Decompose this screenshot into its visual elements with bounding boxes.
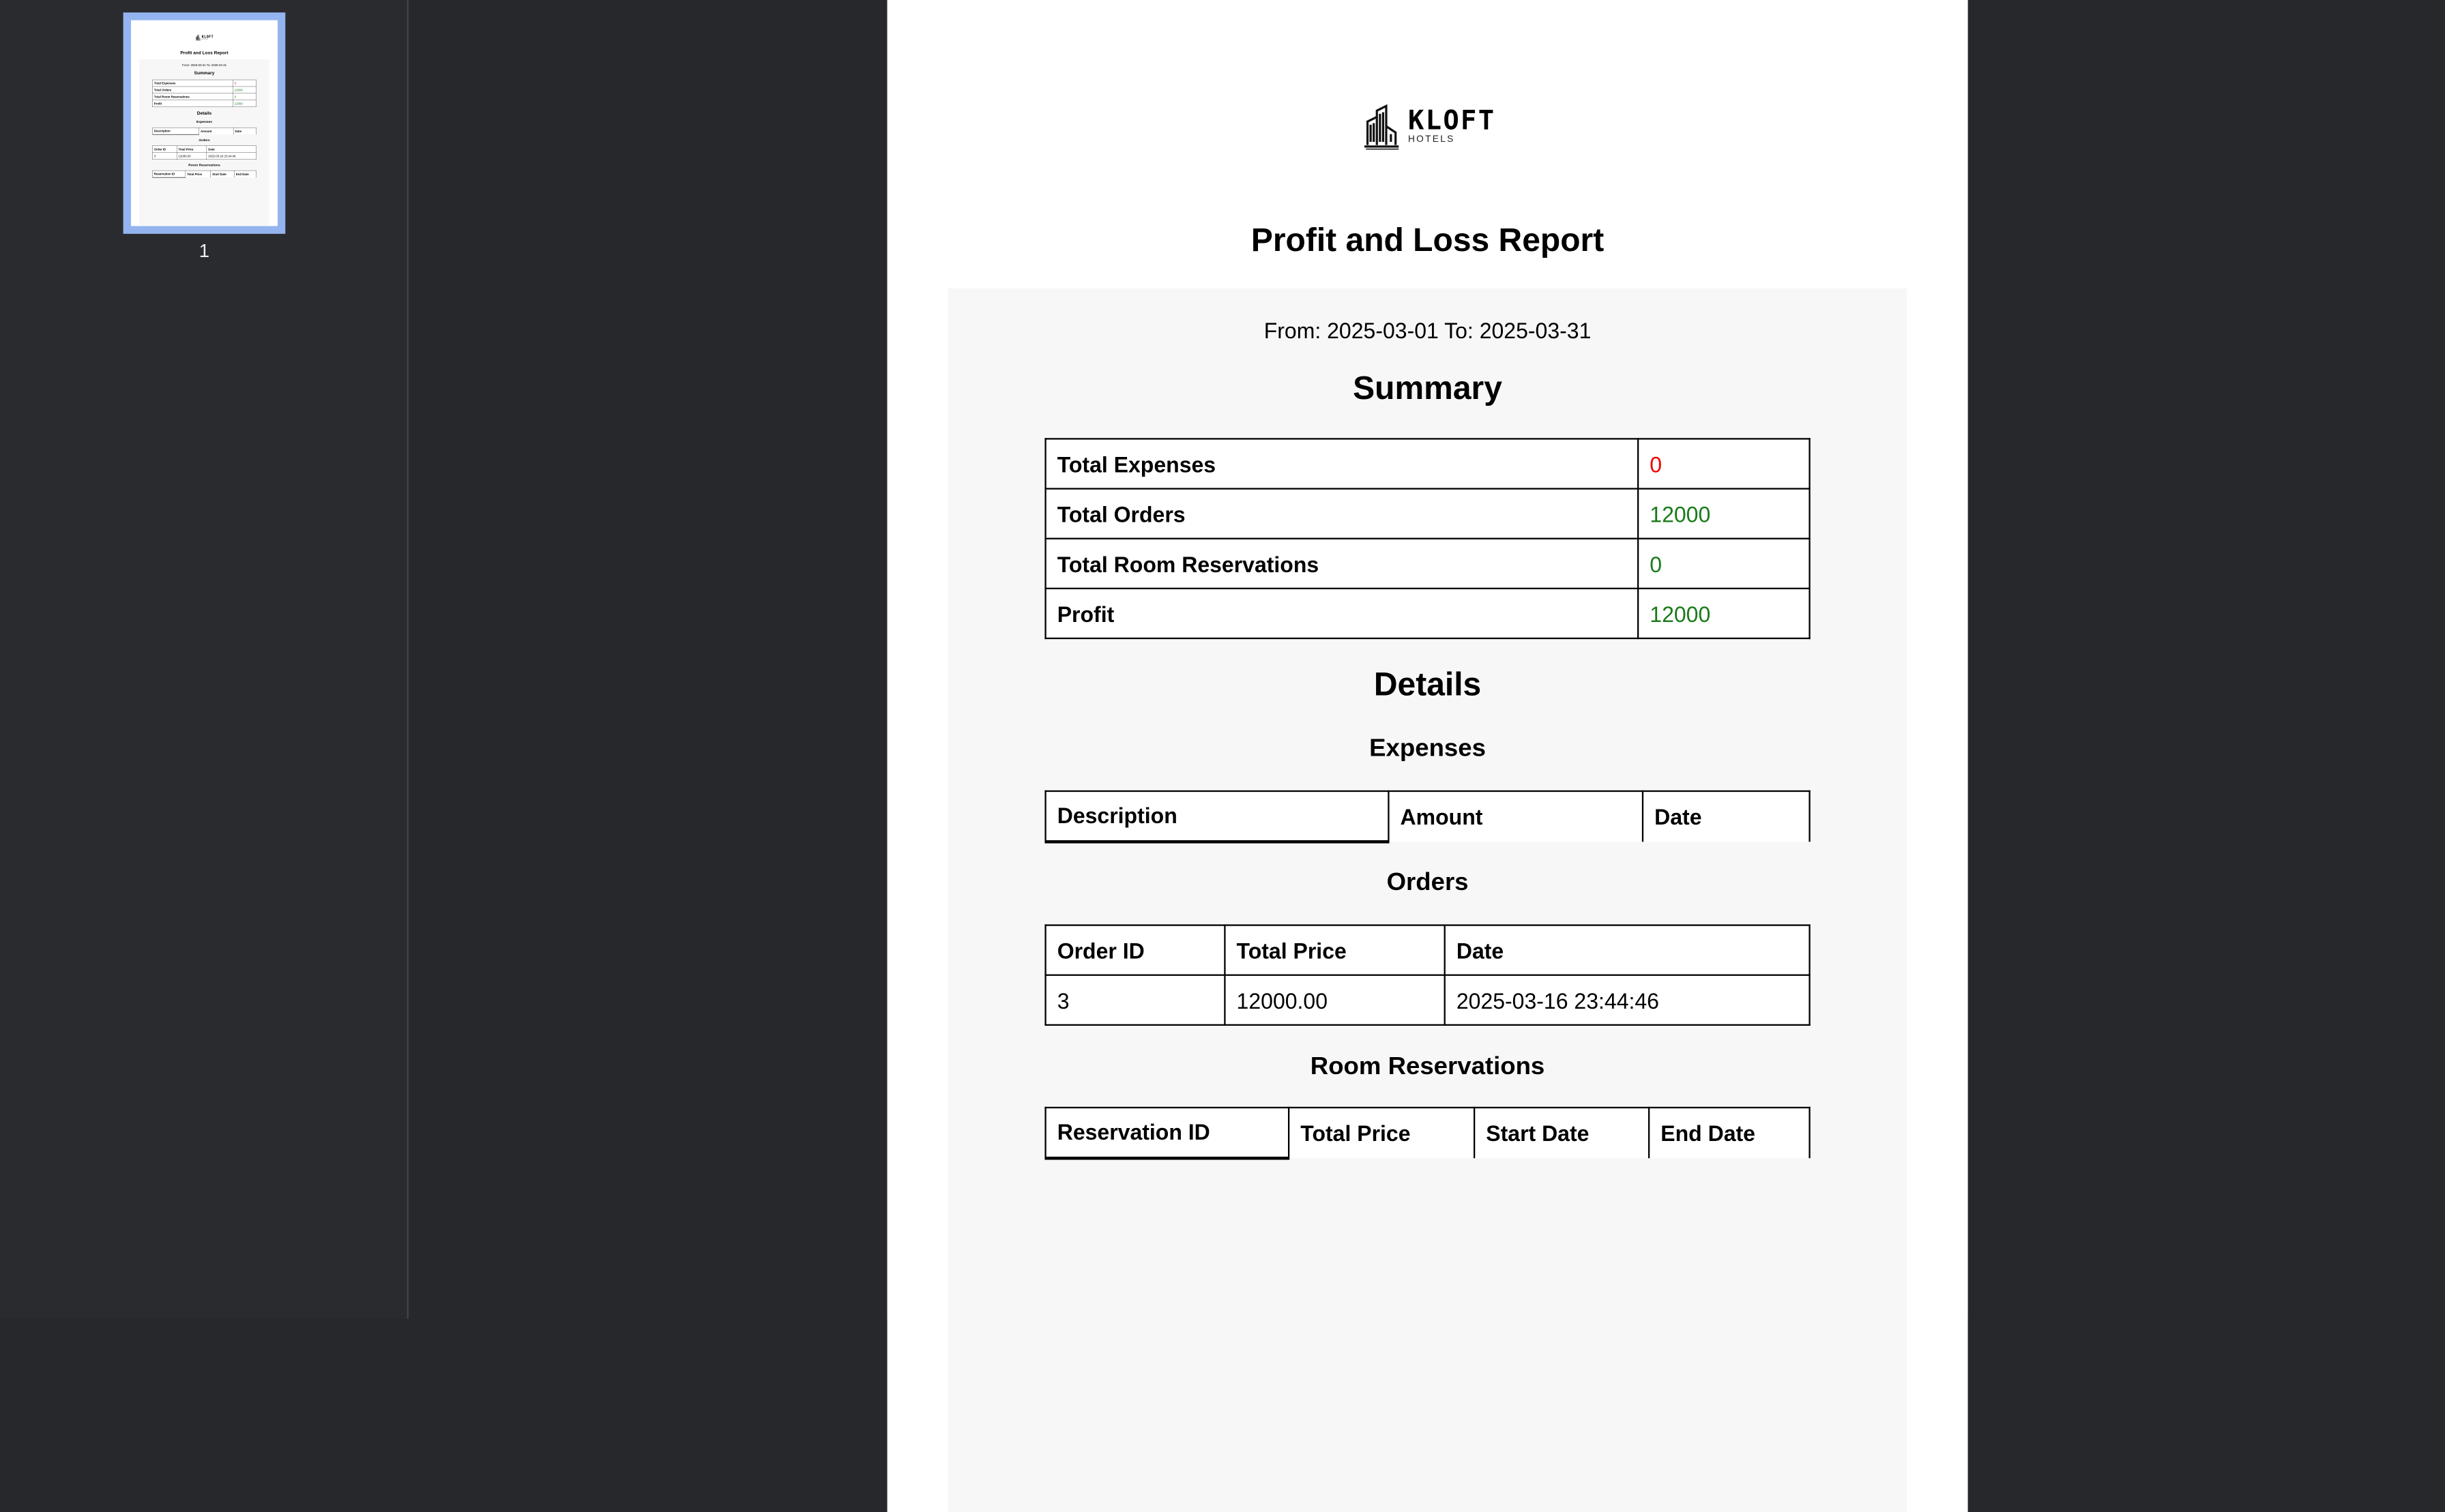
thumbnail-date-range: From: 2025-03-01 To: 2025-03-31	[181, 63, 227, 67]
reservations-table	[1044, 1107, 1810, 1159]
table-header: Description Amount Date	[1046, 791, 1810, 841]
date-range: From: 2025-03-01 To: 2025-03-31	[1263, 318, 1592, 343]
thumbnail-orders-heading: Orders	[199, 138, 210, 143]
pdf-page	[888, 0, 1968, 1319]
reservations-heading: Room Reservations	[1310, 1054, 1545, 1080]
table-row: Total Room Reservations 0	[1046, 539, 1810, 589]
page-thumbnail-1[interactable]	[123, 12, 286, 234]
thumbnail-orders-table	[152, 146, 256, 160]
summary-table	[1044, 438, 1810, 639]
table-row: 3 12000.00 2025-03-16 23:44:46	[1046, 975, 1810, 1025]
thumbnail-table-header: Reservation ID Total Price Start Date End Date	[152, 171, 256, 177]
thumbnail-summary-table	[152, 80, 256, 107]
thumbnail-reservations-heading: Room Reservations	[188, 163, 220, 167]
page-number-label: 1	[199, 239, 210, 262]
table-header: Reservation ID Total Price Start Date End Date	[1046, 1108, 1810, 1157]
expenses-heading: Expenses	[1369, 735, 1486, 762]
table-row: Profit 12000	[1046, 589, 1810, 638]
thumbnail-table-header: Order ID Total Price Date	[152, 146, 256, 153]
thumbnail-table-header: Description Amount Date	[152, 128, 256, 134]
table-row: Total Expenses 0	[1046, 439, 1810, 488]
thumbnail-document	[131, 20, 278, 226]
summary-heading: Summary	[1353, 370, 1502, 407]
thumbnail-table-row: Total Orders 12000	[152, 87, 256, 93]
thumbnail-report-body	[139, 59, 269, 225]
expenses-table	[1044, 790, 1810, 843]
thumbnail-table-row: Total Expenses 0	[152, 80, 256, 87]
thumbnail-preview	[131, 20, 278, 226]
thumbnail-sidebar	[0, 0, 409, 1319]
thumbnail-table-row: 3 12000.00 2025-03-16 23:44:46	[152, 153, 256, 160]
thumbnail-expenses-table	[152, 128, 256, 134]
thumbnail-building-icon	[196, 34, 201, 40]
details-heading: Details	[1373, 667, 1482, 703]
thumbnail-reservations-table	[152, 171, 256, 177]
orders-heading: Orders	[1386, 870, 1469, 897]
thumbnail-report-title: Profit and Loss Report	[180, 50, 229, 56]
kloft-logo: KLOFT HOTELS	[1364, 103, 1495, 150]
table-header: Order ID Total Price Date	[1046, 925, 1810, 975]
thumbnail-kloft-logo: KLOFT HOTELS	[196, 34, 214, 40]
orders-table	[1044, 924, 1810, 1026]
table-row: Total Orders 12000	[1046, 489, 1810, 539]
report-title: Profit and Loss Report	[1250, 222, 1605, 259]
thumbnail-table-row: Profit 12000	[152, 100, 256, 107]
thumbnail-expenses-heading: Expenses	[196, 120, 213, 124]
thumbnail-details-heading: Details	[196, 110, 212, 116]
document	[888, 0, 1968, 1512]
thumbnail-table-row: Total Room Reservations 0	[152, 93, 256, 100]
thumbnail-summary-heading: Summary	[194, 70, 215, 76]
building-icon	[1364, 103, 1402, 150]
report-body	[948, 288, 1907, 1512]
